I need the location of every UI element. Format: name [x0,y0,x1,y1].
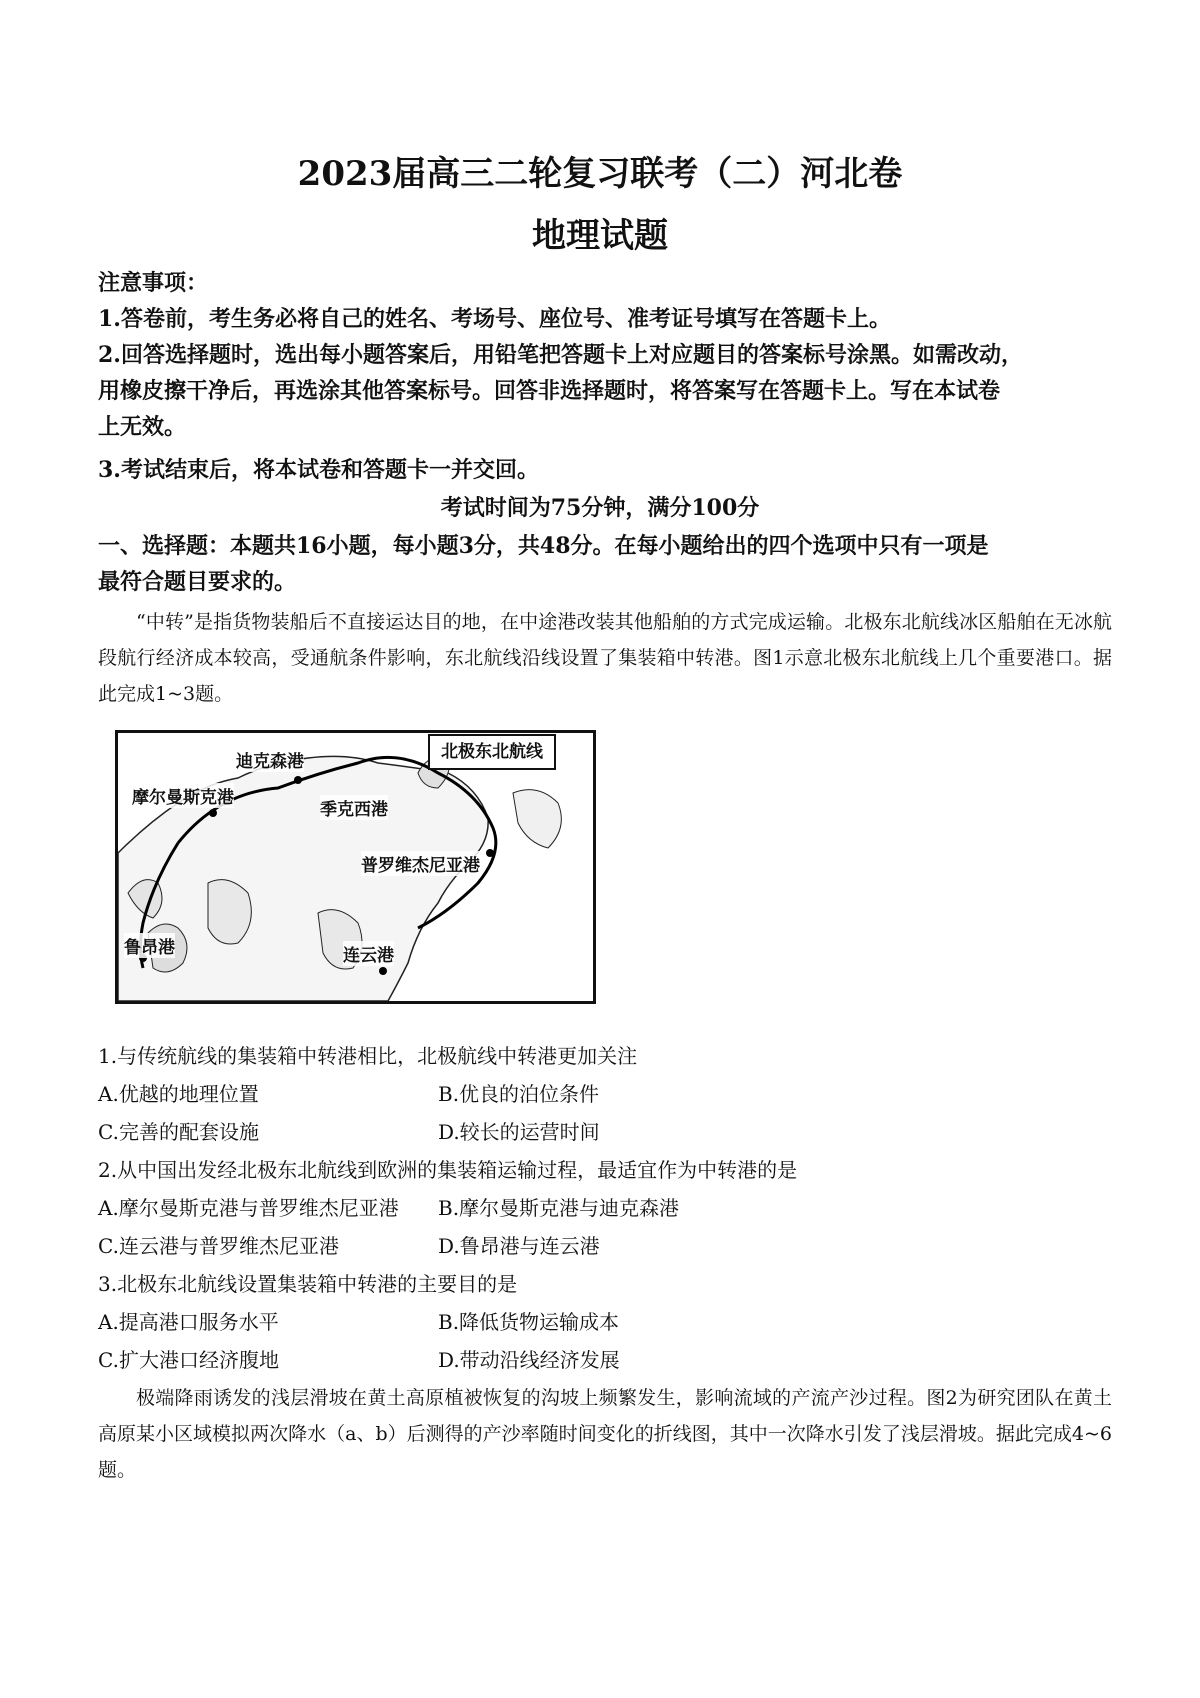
question-3-stem: 3.北极东北航线设置集装箱中转港的主要目的是 [98,1272,518,1296]
question-1-stem: 1.与传统航线的集装箱中转港相比，北极航线中转港更加关注 [98,1044,638,1068]
label-tiksi: 季克西港 [320,795,388,820]
murmansk-port-dot [209,809,217,817]
question-3-option-c: C.扩大港口经济腹地 [98,1348,279,1372]
notice-item-3: 3.考试结束后，将本试卷和答题卡一并交回。 [98,457,539,483]
notice-item-2-line-2: 用橡皮擦干净后，再选涂其他答案标号。回答非选择题时，将答案写在答题卡上。写在本试卷 [98,378,1001,404]
question-1-option-c: C.完善的配套设施 [98,1120,259,1144]
dikson-port-dot [294,776,302,784]
question-1-option-d: D.较长的运营时间 [438,1120,600,1144]
passage-2: 极端降雨诱发的浅层滑坡在黄土高原植被恢复的沟坡上频繁发生，影响流域的产流产沙过程。图2为研究团队在黄土高原某小区域模拟两次降水（a、b）后测得的产沙率随时间变化的折线图，其中一次降水引发了浅层滑坡。据此完成4~6题。 [98,1387,1112,1481]
question-3-option-b: B.降低货物运输成本 [438,1310,620,1334]
map-figure [115,730,596,1004]
question-3-option-d: D.带动沿线经济发展 [438,1348,620,1372]
label-rouen: 鲁昂港 [124,933,175,958]
label-murmansk: 摩尔曼斯克港 [132,783,234,808]
passage-1: “中转”是指货物装船后不直接运达目的地，在中途港改装其他船舶的方式完成运输。北极东北航线冰区船舶在无冰航段航行经济成本较高，受通航条件影响，东北航线沿线设置了集装箱中转港。图1示意北极东北航线上几个重要港口。据此完成1~3题。 [98,611,1112,705]
question-2-option-a: A.摩尔曼斯克港与普罗维杰尼亚港 [98,1196,399,1220]
route-legend-box: 北极东北航线 [428,734,556,770]
notice-item-2-line-3: 上无效。 [98,414,187,440]
question-1-option-a: A.优越的地理位置 [98,1082,259,1106]
notice-item-1: 1.答卷前，考生务必将自己的姓名、考场号、座位号、准考证号填写在答题卡上。 [98,306,891,332]
label-lianyungang: 连云港 [343,941,394,966]
question-3-option-a: A.提高港口服务水平 [98,1310,279,1334]
notice-item-2-line-1: 2.回答选择题时，选出每小题答案后，用铅笔把答题卡上对应题目的答案标号涂黑。如需改动， [98,342,1023,368]
question-2-option-d: D.鲁昂港与连云港 [438,1234,600,1258]
question-2-option-c: C.连云港与普罗维杰尼亚港 [98,1234,339,1258]
question-2-option-b: B.摩尔曼斯克港与迪克森港 [438,1196,680,1220]
alaska-shape [513,790,561,848]
question-1-option-b: B.优良的泊位条件 [438,1082,600,1106]
lianyungang-port-dot [379,967,387,975]
notice-heading: 注意事项： [98,270,209,296]
exam-title: 2023届高三二轮复习联考（二）河北卷 [297,154,903,194]
label-dikson: 迪克森港 [236,747,304,772]
section-heading-line-1: 一、选择题：本题共16小题，每小题3分，共48分。在每小题给出的四个选项中只有一项是 [98,533,989,559]
exam-info: 考试时间为75分钟，满分100分 [440,495,760,521]
exam-subtitle: 地理试题 [532,216,668,256]
section-heading-line-2: 最符合题目要求的。 [98,569,297,595]
question-2-stem: 2.从中国出发经北极东北航线到欧洲的集装箱运输过程，最适宜作为中转港的是 [98,1158,798,1182]
provideniya-port-dot [486,849,494,857]
label-provideniya: 普罗维杰尼亚港 [361,851,480,876]
